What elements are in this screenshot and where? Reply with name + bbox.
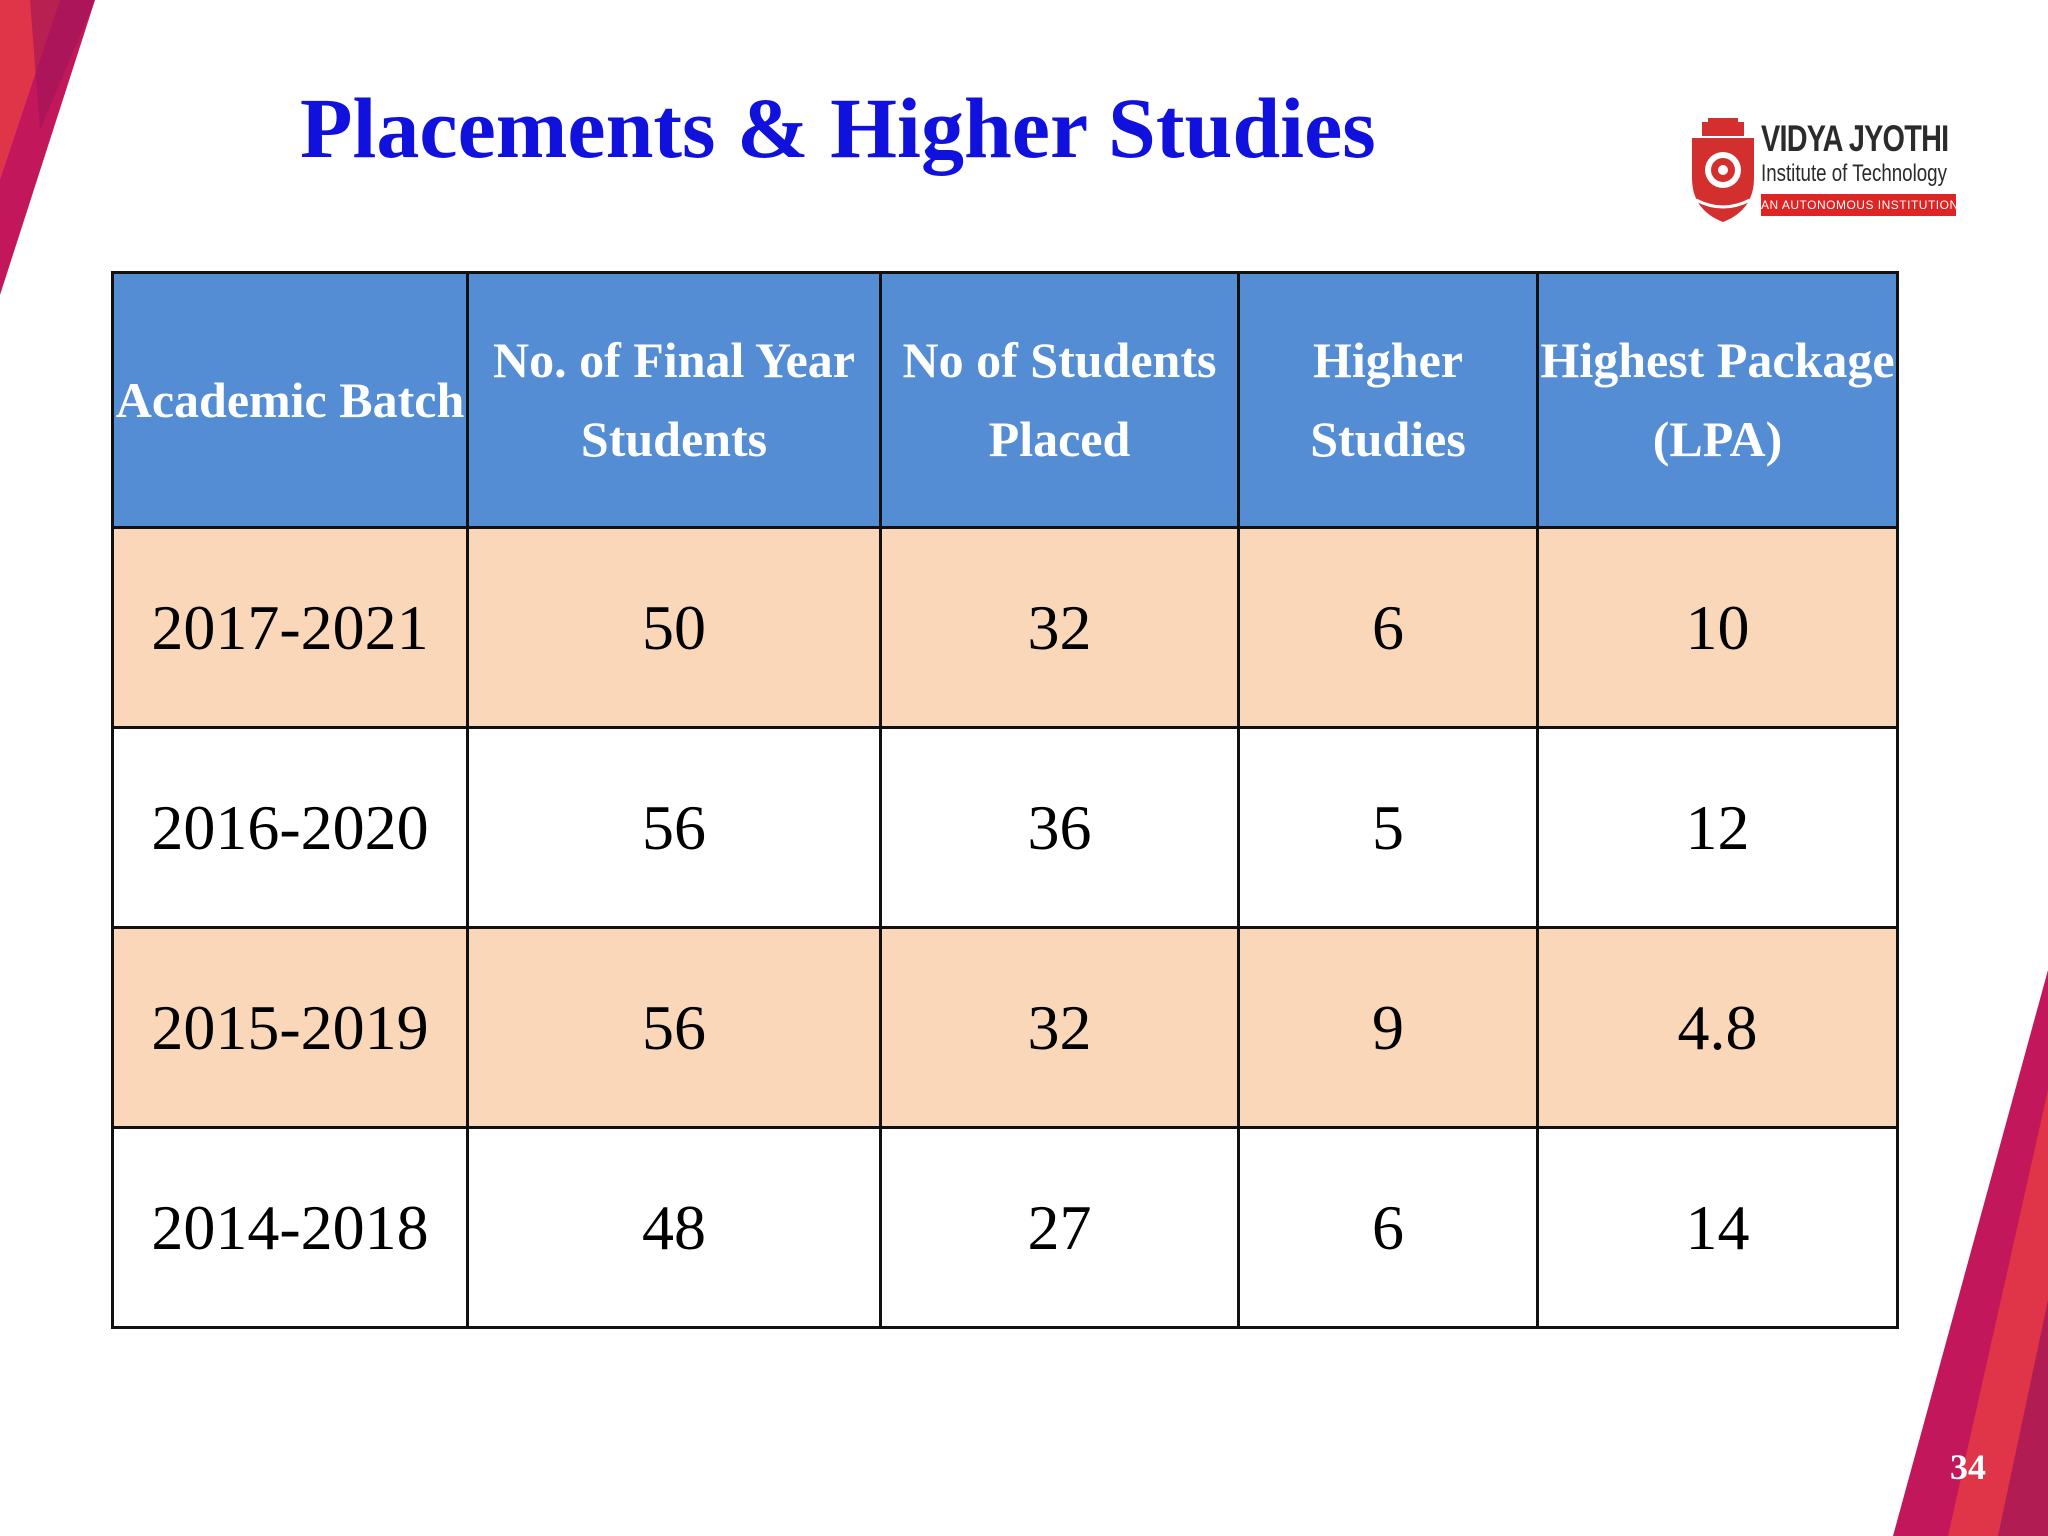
cell-higher-studies: 9: [1239, 928, 1538, 1128]
cell-highest-package: 14: [1538, 1128, 1898, 1328]
emblem-icon: [1688, 118, 1758, 222]
cell-highest-package: 12: [1538, 728, 1898, 928]
cell-final-year: 56: [468, 928, 881, 1128]
header-higher-studies: Higher Studies: [1239, 273, 1538, 528]
corner-decoration-top-left: [0, 0, 100, 300]
table-row: [113, 928, 1898, 1128]
institute-logo: [1688, 118, 1958, 224]
page-number: 34: [1950, 1447, 1986, 1487]
header-final-year-students: No. of Final Year Students: [468, 273, 881, 528]
cell-placed: 36: [881, 728, 1239, 928]
cell-highest-package: 4.8: [1538, 928, 1898, 1128]
cell-final-year: 56: [468, 728, 881, 928]
cell-placed: 27: [881, 1128, 1239, 1328]
cell-higher-studies: 6: [1239, 1128, 1538, 1328]
header-students-placed: No of Students Placed: [881, 273, 1239, 528]
cell-batch: 2014-2018: [113, 1128, 468, 1328]
table-row: [113, 728, 1898, 928]
cell-higher-studies: 6: [1239, 528, 1538, 728]
table-header-row: [113, 273, 1898, 528]
cell-highest-package: 10: [1538, 528, 1898, 728]
header-academic-batch: Academic Batch: [113, 273, 468, 528]
header-highest-package: Highest Package (LPA): [1538, 273, 1898, 528]
cell-batch: 2015-2019: [113, 928, 468, 1128]
cell-final-year: 50: [468, 528, 881, 728]
logo-tagline: AN AUTONOMOUS INSTITUTION: [1761, 194, 1956, 216]
cell-batch: 2016-2020: [113, 728, 468, 928]
cell-higher-studies: 5: [1239, 728, 1538, 928]
table-row: [113, 528, 1898, 728]
cell-placed: 32: [881, 928, 1239, 1128]
cell-batch: 2017-2021: [113, 528, 468, 728]
placements-table: [111, 271, 1899, 1329]
cell-final-year: 48: [468, 1128, 881, 1328]
slide-title: Placements & Higher Studies: [300, 80, 1376, 176]
table-row: [113, 1128, 1898, 1328]
cell-placed: 32: [881, 528, 1239, 728]
logo-name: VIDYA JYOTHI: [1761, 118, 1949, 159]
logo-subtitle: Institute of Technology: [1761, 160, 1947, 187]
